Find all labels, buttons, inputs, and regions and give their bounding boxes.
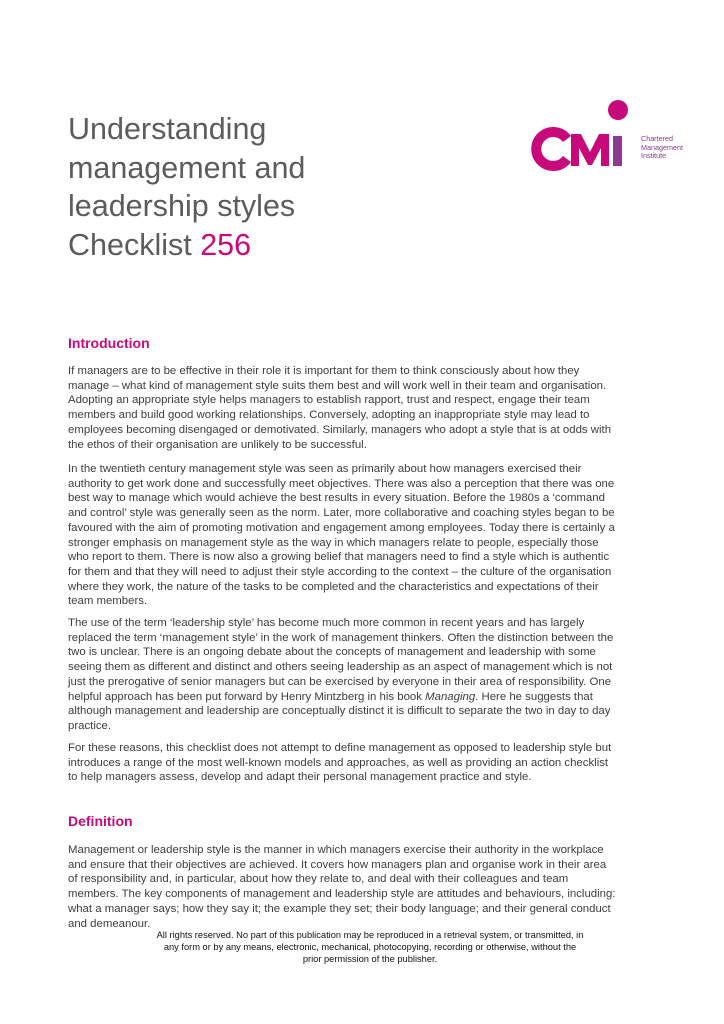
text-line: for them and that they will need to adjust their style according to the context – the culture of the organisation [68, 565, 612, 578]
intro-paragraph-4 [68, 741, 660, 785]
book-title: Managing [425, 690, 476, 703]
text-line: stronger emphasis on management style as the way in which managers relate to people, especially those [68, 536, 599, 549]
text-line: The use of the term ‘leadership style’ has become much more common in recent years and has largely [68, 617, 585, 629]
logo-text-line: Institute [641, 151, 667, 161]
intro-paragraph-2 [68, 462, 660, 609]
text-line: For these reasons, this checklist does not attempt to define management as opposed to leadership style but [68, 742, 612, 754]
text-line: members. The key components of management and leadership style are attitudes and behaviours, including: [68, 888, 616, 901]
logo-text [641, 135, 683, 161]
text-line: what a manager says; how they say it; the example they set; their body language; and their general conduct [68, 902, 611, 915]
text-segment: . Here he suggests that [475, 690, 593, 703]
text-line: employees becoming disengaged or demotivated. Similarly, managers who adopt a style that is at odds with [68, 423, 612, 436]
text-line: just the prerogative of senior managers but can be exercised by everyone in their area of responsibility. One [68, 675, 612, 688]
title-line: management and [68, 150, 306, 185]
logo-text-line: Management [641, 142, 683, 152]
text-line [68, 690, 660, 705]
title-line: leadership styles [68, 189, 296, 223]
checklist-word: Checklist [68, 227, 192, 262]
introduction-heading: Introduction [68, 335, 150, 351]
text-line: although management and leadership are conceptually distinct it is difficult to separate the two in day to day [68, 705, 611, 718]
intro-paragraph-1 [68, 364, 660, 452]
checklist-label [68, 226, 305, 265]
text-line: introduces a range of the most well-known models and approaches, as well as providing an action checklist [68, 756, 609, 769]
text-line: authority to get work done and successfully meet objectives. There was also a perception that there was one [68, 477, 615, 490]
cmi-logo-mark [526, 96, 638, 178]
definition-paragraph [68, 843, 660, 931]
intro-paragraph-3 [68, 616, 660, 734]
text-line: seeing them as different and distinct and others seeing leadership as an aspect of management which is not [68, 661, 613, 674]
definition-heading: Definition [68, 813, 133, 829]
text-line: favoured with the aim of promoting motivation and engagement among employees. Today there is certainly a [68, 521, 615, 534]
page-title [68, 110, 305, 264]
text-line: Adopting an appropriate style helps managers to establish rapport, trust and respect, engage their team [68, 394, 590, 407]
text-line: to help managers assess, develop and adapt their personal management practice and style. [68, 771, 532, 784]
text-line: and ensure that their objectives are achieved. It covers how managers plan and organise work in their area [68, 858, 607, 871]
copyright-footer [100, 929, 640, 965]
footer-line: All rights reserved. No part of this publication may be reproduced in a retrieval system, or transmitted, in [156, 930, 584, 940]
text-line: who report to them. There is now also a growing belief that managers need to find a style which is authentic [68, 551, 610, 564]
logo-text-line: Chartered [641, 134, 673, 143]
text-line: Management or leadership style is the manner in which managers exercise their authority in the workplace [68, 844, 604, 856]
text-segment: helpful approach has been put forward by Henry Mintzberg in his book [68, 690, 422, 703]
footer-line: prior permission of the publisher. [302, 954, 438, 964]
text-line: team members. [68, 595, 148, 608]
text-line: members and build good working relationships. Conversely, adopting an inappropriate style may lead to [68, 409, 590, 422]
text-line: of responsibility and, in particular, about how they relate to, and deal with their colleagues and team [68, 873, 569, 886]
text-line: In the twentieth century management style was seen as primarily about how managers exercised their [68, 463, 582, 475]
text-line: two is unclear. There is an ongoing debate about the concepts of management and leadership with some [68, 646, 596, 659]
text-line: best way to manage which would achieve the best results in every situation. Before the 1980s a ‘command [68, 492, 605, 505]
text-line: manage – what kind of management style suits them best and will work well in their team and organisation. [68, 379, 607, 392]
text-line: If managers are to be effective in their role it is important for them to think consciously about how they [68, 365, 580, 377]
text-line: and control’ style was generally seen as the norm. Later, more collaborative and coaching styles began to be [68, 507, 615, 520]
cmi-logo [526, 96, 691, 178]
footer-line: any form or by any means, electronic, mechanical, photocopying, recording or otherwise, without the [163, 942, 577, 952]
text-line: where they work, the nature of the tasks to be completed and the characteristics and expectations of their [68, 580, 599, 593]
text-line: the ethos of their organisation are unlikely to be successful. [68, 438, 367, 451]
text-line: practice. [68, 719, 112, 732]
title-line: Understanding [68, 112, 267, 146]
checklist-number: 256 [200, 227, 252, 262]
text-line: replaced the term ‘management style’ in the work of management thinkers. Often the distinction between the [68, 631, 614, 644]
text-line: and demeanour. [68, 917, 151, 930]
